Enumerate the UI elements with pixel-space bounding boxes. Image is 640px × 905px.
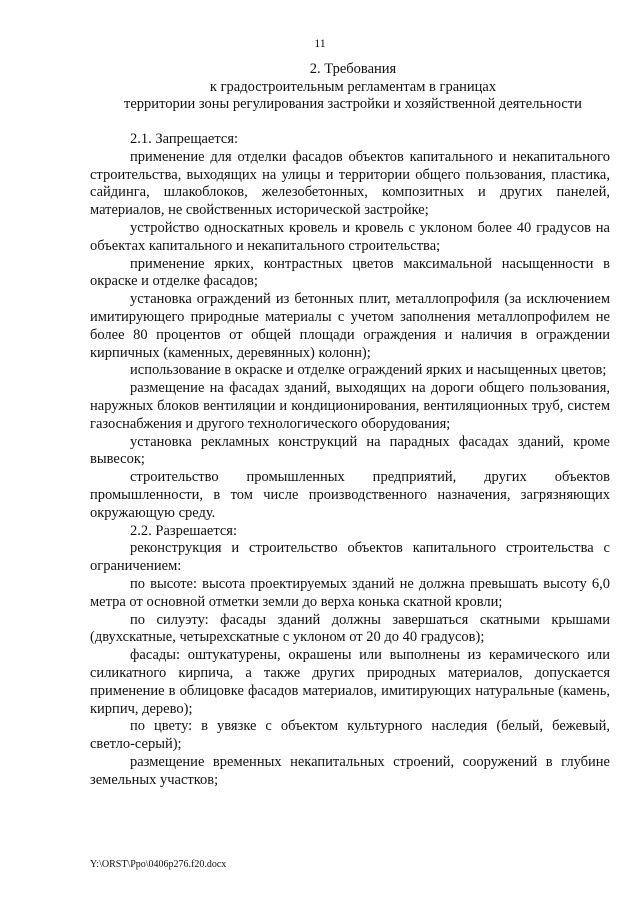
paragraph: по высоте: высота проектируемых зданий не должна превышать высоту 6,0 метра от основной отметки земли до верха конька скатной кровли; (90, 575, 610, 610)
heading-line-3: территории зоны регулирования застройки и хозяйственной деятельности (124, 96, 582, 112)
paragraph: установка ограждений из бетонных плит, металлопрофиля (за исключением имитирующего природные материалы с учетом заполнения металлопрофилем не более 80 процентов от общей площади ограждения и наличия в ограждении кирпичных (каменных, деревянных) колонн); (90, 291, 610, 361)
paragraph: по цвету: в увязке с объектом культурного наследия (белый, бежевый, светло-серый); (90, 718, 610, 753)
paragraph: фасады: оштукатурены, окрашены или выполнены из керамического или силикатного кирпича, а также других природных материалов, допускается применение в облицовке фасадов материалов, имитирующих натуральные (камень, кирпич, дерево); (90, 647, 610, 717)
paragraph: по силуэту: фасады зданий должны завершаться скатными крышами (двухскатные, четырехскатные с уклоном от 20 до 40 градусов); (90, 611, 610, 646)
paragraph: применение для отделки фасадов объектов капитального и некапитального строительства, выходящих на улицы и территории общего пользования, пластика, сайдинга, шлакоблоков, железобетонных, композитных и других панелей, материалов, не свойственных исторической застройке; (90, 148, 610, 219)
subsection-title-allowed: 2.2. Разрешается: (130, 522, 237, 539)
page-number: 11 (314, 36, 326, 50)
file-path-footer: Y:\ORST\Ppo\0406p276.f20.docx (90, 859, 227, 870)
heading-line-2: к градостроительным регламентам в границах (209, 78, 497, 95)
paragraph: использование в окраске и отделке ограждений ярких и насыщенных цветов; (130, 362, 607, 379)
document-body (90, 131, 610, 789)
paragraph: строительство промышленных предприятий, других объектов промышленности, в том числе производственного назначения, загрязняющих окружающую среду. (90, 469, 610, 521)
paragraph: устройство односкатных кровель и кровель с уклоном более 40 градусов на объектах капитального и некапитального строительства; (90, 219, 610, 254)
paragraph: реконструкция и строительство объектов капитального строительства с ограничением: (90, 540, 610, 575)
paragraph: размещение временных некапитальных строений, сооружений в глубине земельных участков; (90, 753, 610, 788)
subsection-title-prohibited: 2.1. Запрещается: (130, 131, 239, 147)
heading-line-1: 2. Требования (309, 61, 397, 77)
paragraph: применение ярких, контрастных цветов максимальной насыщенности в окраске и отделке фасадов; (90, 255, 610, 290)
section-heading (88, 61, 618, 114)
paragraph: размещение на фасадах зданий, выходящих на дороги общего пользования, наружных блоков вентиляции и кондиционирования, вентиляционных труб, систем газоснабжения и другого технологического оборудования; (90, 380, 610, 432)
paragraph: установка рекламных конструкций на парадных фасадах зданий, кроме вывесок; (90, 433, 610, 468)
